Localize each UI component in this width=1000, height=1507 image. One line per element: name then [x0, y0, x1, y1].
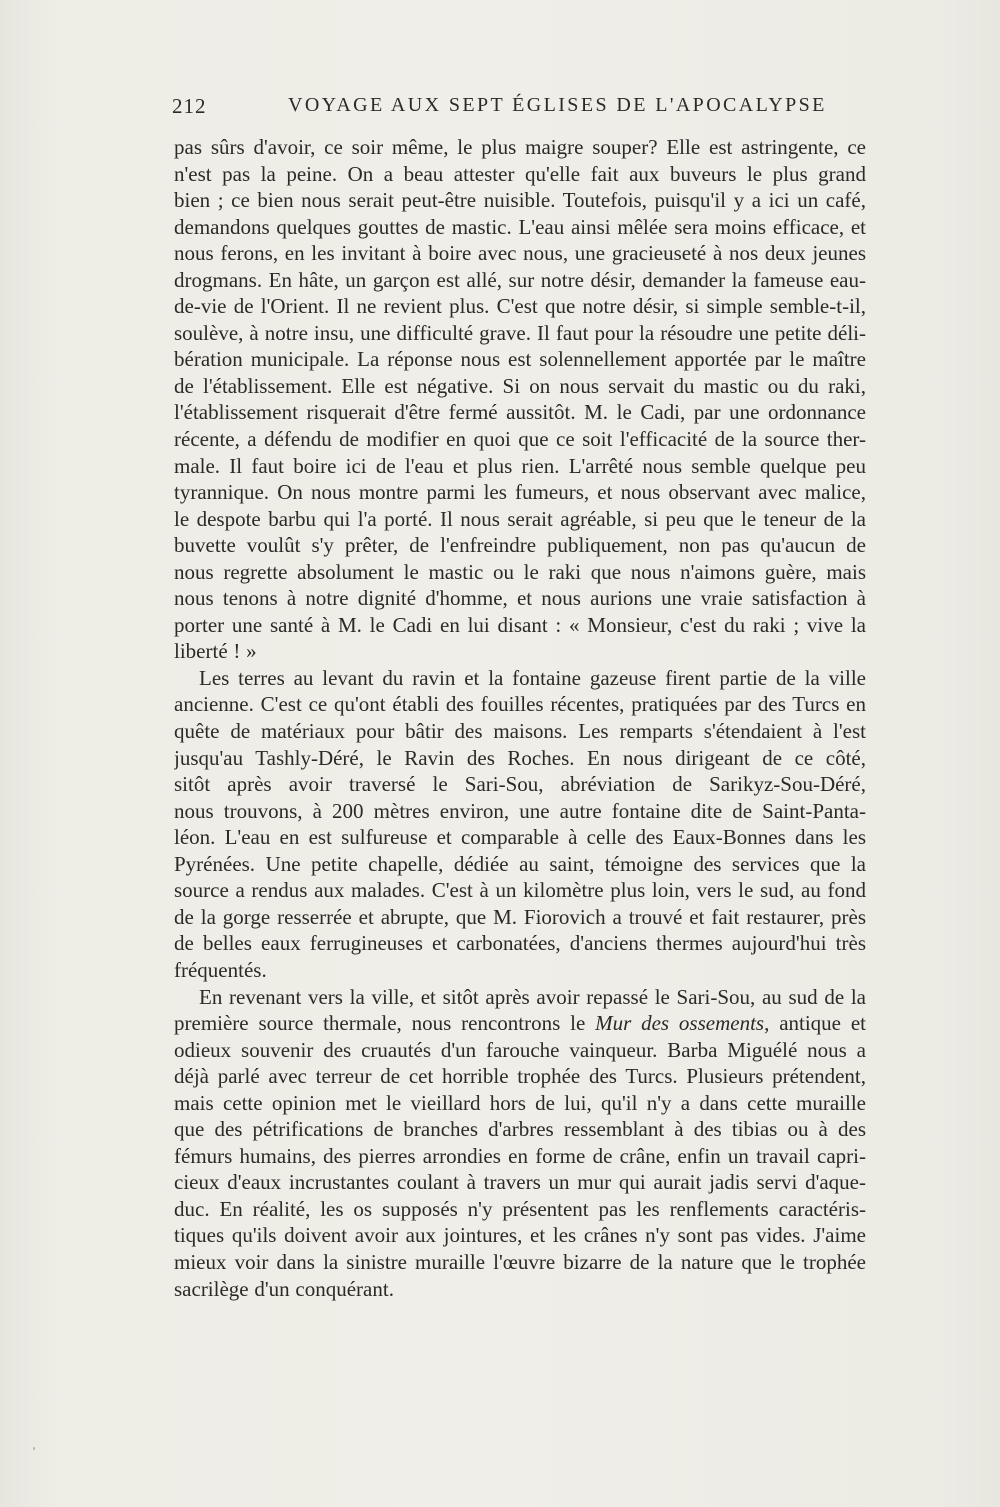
text-line: déjà parlé avec terreur de cet horrible trophée des Turcs. Plusieurs prétendent, — [174, 1064, 866, 1089]
text-line: sitôt après avoir traversé le Sari-Sou, abréviation de Sarikyz-Sou-Déré, — [174, 772, 866, 797]
text-fragment: première source thermale, nous rencontrons le — [174, 1011, 596, 1036]
text-line: duc. En réalité, les os supposés n'y présentent pas les renflements caractéris- — [174, 1196, 866, 1221]
text-line: nous regrette absolument le mastic ou le raki que nous n'aimons guère, mais — [174, 559, 866, 584]
text-line: nous trouvons, à 200 mètres environ, une autre fontaine dite de Saint-Panta- — [174, 798, 866, 823]
text-line: nous ferons, en les invitant à boire avec nous, une gracieuseté à nos deux jeunes — [174, 241, 866, 266]
text-line: tyrannique. On nous montre parmi les fumeurs, et nous observant avec malice, — [174, 480, 866, 505]
text-line: En revenant vers la ville, et sitôt après avoir repassé le Sari-Sou, au sud de la — [199, 984, 866, 1009]
text-line: buvette voulût s'y prêter, de l'enfreindre publiquement, non pas qu'aucun de — [174, 533, 866, 558]
text-line: de belles eaux ferrugineuses et carbonatées, d'anciens thermes aujourd'hui très — [174, 931, 866, 956]
text-line: le despote barbu qui l'a porté. Il nous serait agréable, si peu que le teneur de la — [174, 506, 866, 531]
text-line: de la gorge resserrée et abrupte, que M. Fiorovich a trouvé et fait restaurer, près — [174, 904, 866, 929]
text-line: porter une santé à M. le Cadi en lui disant : « Monsieur, c'est du raki ; vive la — [174, 612, 866, 637]
body-text — [174, 134, 866, 1302]
text-line: n'est pas la peine. On a beau attester qu'elle fait aux buveurs le plus grand — [174, 161, 866, 186]
text-line: bien ; ce bien nous serait peut-être nuisible. Toutefois, puisqu'il y a ici un café, — [174, 188, 866, 213]
text-line: male. Il faut boire ici de l'eau et plus rien. L'arrêté nous semble quelque peu — [174, 453, 866, 478]
text-line: tiques qu'ils doivent avoir aux jointures, et les crânes n'y sont pas vides. J'aime — [174, 1223, 866, 1248]
text-line: Pyrénées. Une petite chapelle, dédiée au saint, témoigne des services que la — [174, 851, 866, 876]
text-line: source a rendus aux malades. C'est à un kilomètre plus loin, vers le sud, au fond — [174, 878, 866, 903]
paragraph-2 — [174, 665, 866, 984]
text-line: liberté ! » — [174, 639, 257, 664]
text-line: bération municipale. La réponse nous est solennellement apportée par le maître — [174, 347, 866, 372]
text-line: cieux d'eaux incrustantes coulant à travers un mur qui aurait jadis servi d'aque- — [174, 1170, 866, 1195]
running-title: VOYAGE AUX SEPT ÉGLISES DE L'APOCALYPSE — [288, 94, 827, 116]
italic-phrase: Mur des ossements — [595, 1011, 765, 1036]
text-line: que des pétrifications de branches d'arbres ressemblant à des tibias ou à des — [174, 1117, 866, 1142]
text-line: drogmans. En hâte, un garçon est allé, sur notre désir, demander la fameuse eau- — [174, 267, 866, 292]
paper-speck — [33, 1447, 35, 1450]
text-line: récente, a défendu de modifier en quoi que ce soit l'efficacité de la source ther- — [174, 427, 866, 452]
text-line: fémurs humains, des pierres arrondies en forme de crâne, enfin un travail capri- — [174, 1143, 866, 1168]
text-line: léon. L'eau en est sulfureuse et comparable à celle des Eaux-Bonnes dans les — [174, 825, 866, 850]
text-line: mais cette opinion met le vieillard hors de lui, qu'il n'y a dans cette muraille — [174, 1090, 866, 1115]
text-line: nous tenons à notre dignité d'homme, et nous aurions une vraie satisfaction à — [174, 586, 866, 611]
text-line: jusqu'au Tashly-Déré, le Ravin des Roches. En nous dirigeant de ce côté, — [174, 745, 866, 770]
text-fragment: , antique et — [764, 1011, 866, 1036]
text-line: l'établissement risquerait d'être fermé aussitôt. M. le Cadi, par une ordonnance — [174, 400, 866, 425]
page-number: 212 — [172, 94, 207, 118]
text-line: fréquentés. — [174, 957, 267, 982]
text-line: Les terres au levant du ravin et la fontaine gazeuse firent partie de la ville — [199, 665, 866, 690]
paragraph-3 — [174, 984, 866, 1303]
paragraph-1 — [174, 134, 866, 665]
text-line: soulève, à notre insu, une difficulté grave. Il faut pour la résoudre une petite déli- — [174, 320, 866, 345]
text-line: ancienne. C'est ce qu'ont établi des fouilles récentes, pratiquées par des Turcs en — [174, 692, 866, 717]
text-line: demandons quelques gouttes de mastic. L'eau ainsi mêlée sera moins efficace, et — [174, 214, 866, 239]
text-line-with-italic — [174, 1010, 866, 1037]
text-line: sacrilège d'un conquérant. — [174, 1276, 394, 1301]
page-header — [172, 94, 866, 124]
text-line: de l'établissement. Elle est négative. Si on nous servait du mastic ou du raki, — [174, 373, 866, 398]
text-line: mieux voir dans la sinistre muraille l'œuvre bizarre de la nature que le trophée — [174, 1249, 866, 1274]
text-line: de-vie de l'Orient. Il ne revient plus. C'est que notre désir, si simple semble-t-il, — [174, 294, 866, 319]
text-line: quête de matériaux pour bâtir des maisons. Les remparts s'étendaient à l'est — [174, 719, 866, 744]
text-line: odieux souvenir des cruautés d'un farouche vainqueur. Barba Miguélé nous a — [174, 1037, 866, 1062]
text-line: pas sûrs d'avoir, ce soir même, le plus maigre souper? Elle est astringente, ce — [174, 135, 866, 159]
